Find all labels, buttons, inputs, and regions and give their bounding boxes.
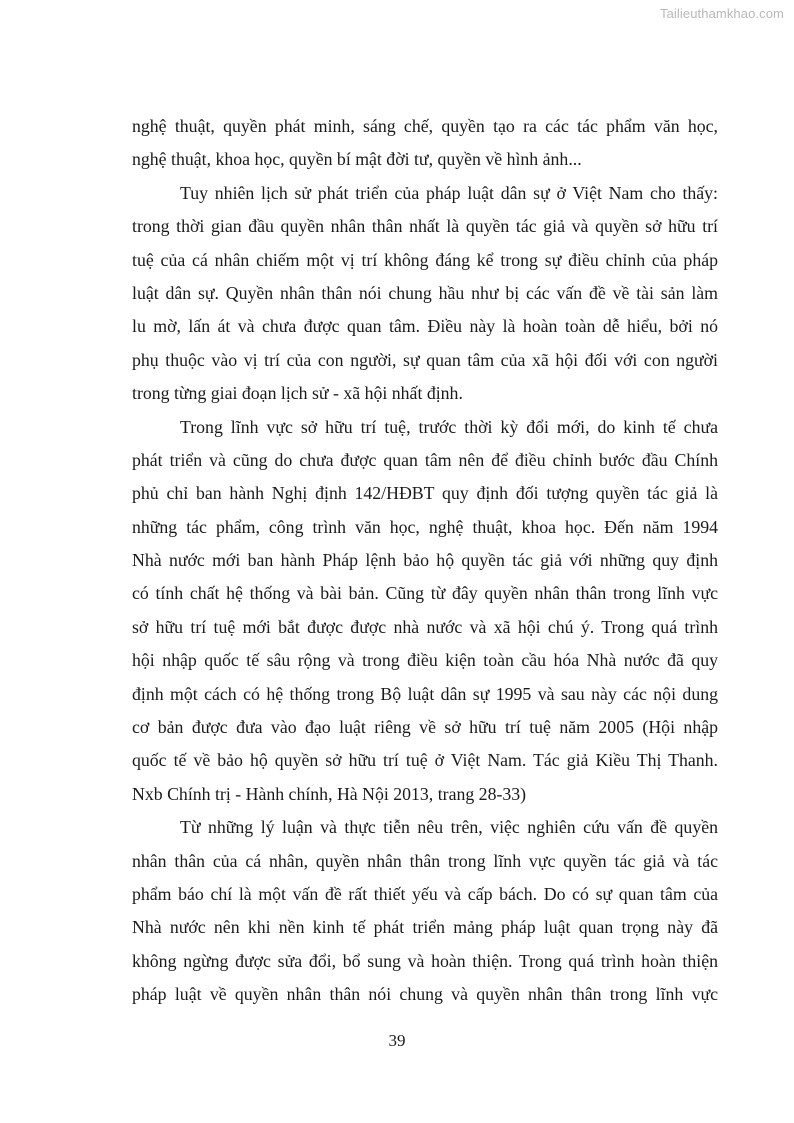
text-line: Tuy nhiên lịch sử phát triển của pháp luật dân sự ở Việt Nam cho thấy: [180, 182, 718, 203]
text-line: Trong lĩnh vực sở hữu trí tuệ, trước thời kỳ đổi mới, do kinh tế chưa [180, 416, 718, 437]
text-line: hội nhập quốc tế sâu rộng và trong điều kiện toàn cầu hóa Nhà nước đã quy [132, 650, 718, 671]
text-line: pháp luật về quyền nhân thân nói chung và quyền nhân thân trong lĩnh vực [132, 984, 718, 1005]
text-line: những tác phẩm, công trình văn học, nghệ thuật, khoa học. Đến năm 1994 [132, 516, 718, 537]
text-line: Nhà nước nên khi nền kinh tế phát triển mảng pháp luật quan trọng này đã [132, 917, 718, 938]
text-line: cơ bản được đưa vào đạo luật riêng về sở hữu trí tuệ năm 2005 (Hội nhập [132, 717, 718, 738]
text-line: phẩm báo chí là một vấn đề rất thiết yếu và cấp bách. Do có sự quan tâm của [132, 883, 718, 904]
text-line: lu mờ, lấn át và chưa được quan tâm. Điều này là hoàn toàn dễ hiểu, bởi nó [132, 316, 718, 337]
text-line: tuệ của cá nhân chiếm một vị trí không đáng kể trong sự điều chỉnh của pháp [132, 249, 718, 270]
text-line: Từ những lý luận và thực tiễn nêu trên, việc nghiên cứu vấn đề quyền [180, 817, 718, 838]
text-line: không ngừng được sửa đổi, bổ sung và hoàn thiện. Trong quá trình hoàn thiện [132, 950, 718, 971]
text-line: nghệ thuật, quyền phát minh, sáng chế, quyền tạo ra các tác phẩm văn học, [132, 116, 718, 136]
text-line: nghệ thuật, khoa học, quyền bí mật đời tư, quyền về hình ảnh... [132, 149, 582, 170]
text-line: phủ chỉ ban hành Nghị định 142/HĐBT quy định đối tượng quyền tác giả là [132, 483, 718, 504]
text-line: luật dân sự. Quyền nhân thân nói chung hầu như bị các vấn đề về tài sản làm [132, 282, 718, 303]
text-line: Nhà nước mới ban hành Pháp lệnh bảo hộ quyền tác giả với những quy định [132, 550, 718, 571]
text-line: định một cách có hệ thống trong Bộ luật dân sự 1995 và sau này các nội dung [132, 683, 718, 704]
page-number: 39 [388, 1031, 406, 1050]
text-line: sở hữu trí tuệ mới bắt được được nhà nước và xã hội chú ý. Trong quá trình [132, 616, 718, 637]
document-body [132, 110, 718, 1012]
watermark: Tailieuthamkhao.com [659, 6, 784, 21]
text-line: trong thời gian đầu quyền nhân thân nhất là quyền tác giả và quyền sở hữu trí [132, 216, 718, 237]
text-line: trong từng giai đoạn lịch sử - xã hội nhất định. [132, 383, 463, 404]
paragraph [132, 811, 718, 1011]
text-line: nhân thân của cá nhân, quyền nhân thân trong lĩnh vực quyền tác giả và tác [132, 850, 718, 871]
text-line: phát triển và cũng do chưa được quan tâm nên để điều chỉnh bước đầu Chính [132, 449, 718, 470]
text-line: có tính chất hệ thống và bài bản. Cũng từ đây quyền nhân thân trong lĩnh vực [132, 583, 718, 604]
text-line: Nxb Chính trị - Hành chính, Hà Nội 2013, trang 28-33) [132, 783, 527, 804]
text-line: quốc tế về bảo hộ quyền sở hữu trí tuệ ở Việt Nam. Tác giả Kiều Thị Thanh. [132, 750, 718, 771]
paragraph [132, 177, 718, 411]
paragraph [132, 411, 718, 812]
text-line: phụ thuộc vào vị trí của con người, sự quan tâm của xã hội đối với con người [132, 349, 718, 370]
paragraph [132, 110, 718, 177]
